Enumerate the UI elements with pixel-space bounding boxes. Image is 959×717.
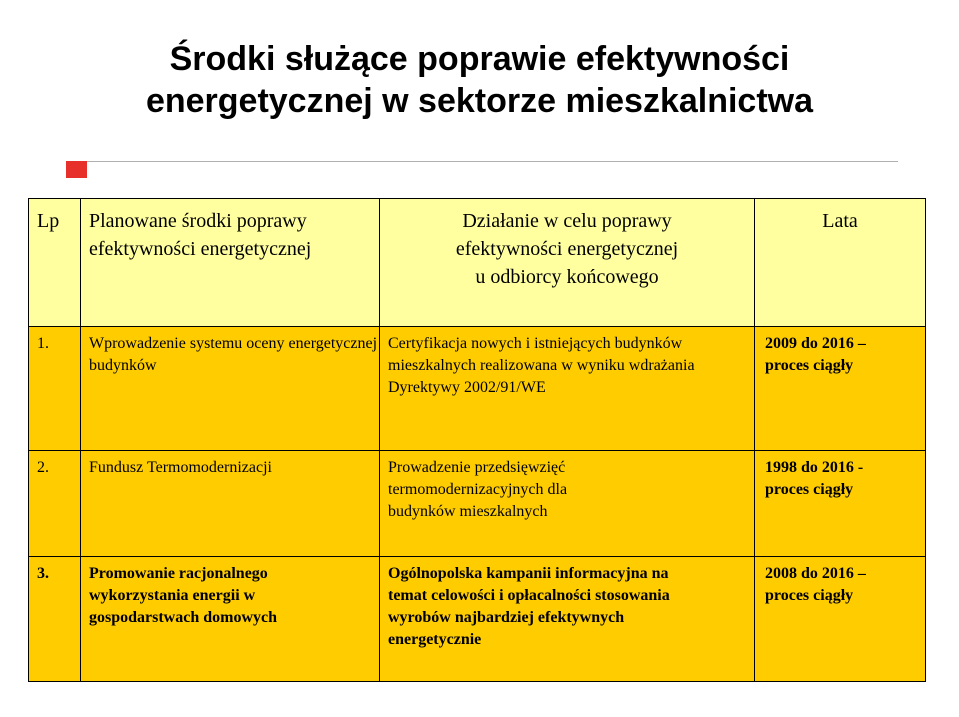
header-action-cell [380, 199, 755, 327]
row-measure: Fundusz Termomodernizacji [89, 459, 272, 477]
header-action-line-2: efektywności energetycznej [455, 238, 679, 260]
row-measure: Promowanie racjonalnego wykorzystania energii w gospodarstwach domowych [89, 565, 278, 627]
accent-red-bar [66, 161, 87, 178]
header-years: Lata [822, 210, 858, 232]
row-lp: 2. [37, 459, 49, 477]
header-action-line-3: u odbiorcy końcowego [475, 266, 659, 288]
row-measure: Wprowadzenie systemu oceny energetycznej budynków [89, 334, 378, 374]
row-years: 1998 do 2016 - proces ciągły [765, 459, 864, 499]
header-action [380, 199, 754, 291]
table-row [29, 557, 926, 682]
row-action: Certyfikacja nowych i istniejących budynków mieszkalnych realizowana w wyniku wdrażania Dyrektywy 2002/91/WE [388, 334, 695, 396]
header-measures-cell [81, 199, 380, 327]
row-lp: 1. [37, 334, 49, 352]
header-measures-line-2: efektywności energetycznej [89, 238, 312, 260]
divider-line [66, 161, 898, 162]
table-row [29, 326, 926, 451]
header-lp-cell [29, 199, 81, 327]
title-line-1: Środki służące poprawie efektywności [169, 40, 790, 78]
row-years: 2009 do 2016 – proces ciągły [765, 334, 866, 374]
header-measures [81, 199, 379, 263]
row-lp: 3. [37, 565, 49, 583]
page-title [0, 38, 959, 122]
header-years-cell [755, 199, 926, 327]
table-header-row [29, 199, 926, 327]
header-measures-line-1: Planowane środki poprawy [89, 210, 307, 232]
row-action: Prowadzenie przedsięwzięć termomodernizacyjnych dla budynków mieszkalnych [388, 459, 568, 521]
row-years: 2008 do 2016 – proces ciągły [765, 565, 866, 605]
title-line-2: energetycznej w sektorze mieszkalnictwa [145, 82, 814, 120]
row-action: Ogólnopolska kampanii informacyjna na temat celowości i opłacalności stosowania wyrobów najbardziej efektywnych energetycznie [388, 565, 670, 649]
header-action-line-1: Działanie w celu poprawy [462, 210, 672, 232]
header-lp: Lp [37, 210, 60, 232]
table-row [29, 451, 926, 557]
measures-table [28, 198, 926, 682]
